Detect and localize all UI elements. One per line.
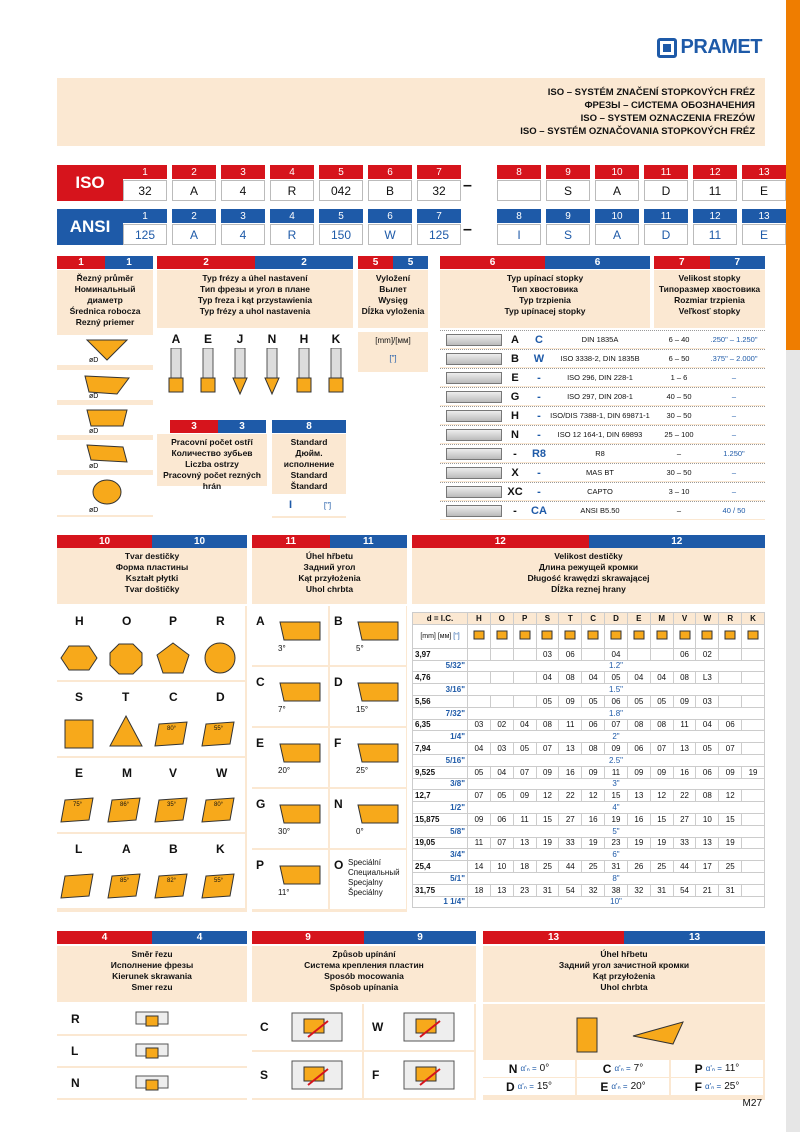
clearance-O: O Speciální Специальный Specjalny Špeciálny: [330, 850, 406, 909]
size-shape-O-icon: [495, 630, 509, 640]
size-shape-D-icon: [609, 630, 623, 640]
section-10-title: Tvar destičky Форма пластины Kształt płytki Tvar doštičky: [57, 548, 247, 604]
size-mm-row: 15,875 09 06 11 15 27 16 19 16 15 27 10 15: [413, 813, 765, 825]
section-1-diagrams: [57, 332, 153, 517]
cutter-type-J: J: [225, 332, 255, 408]
cutter-type-A: A: [161, 332, 191, 408]
wiper-F: F α'ₙ = 25°: [671, 1078, 763, 1095]
clearance-angles: [252, 606, 407, 912]
ansi-pos-13: 13: [742, 209, 786, 223]
size-inch-row: 1 1/4" 10": [413, 896, 765, 908]
wiper-P: P α'ₙ = 11°: [671, 1060, 763, 1077]
shank-types-table: [440, 330, 765, 520]
clearance-D: D 15°: [330, 667, 406, 726]
cutter-types: [157, 332, 353, 408]
iso-value-6: B: [368, 180, 412, 201]
ansi-value-9: S: [546, 224, 590, 245]
cutter-shape-icon: [321, 348, 351, 404]
size-shape-W-icon: [700, 630, 714, 640]
standard-inch-unit: ["]: [323, 500, 332, 510]
iso-value-8: [497, 180, 541, 201]
title-cz: ISO – SYSTÉM ZNAČENÍ STOPKOVÝCH FRÉZ: [547, 87, 755, 98]
shank-row: X - MAS BT 30 – 50 –: [440, 463, 765, 481]
insert-shape-R: R: [198, 606, 245, 680]
direction-icon: [132, 1038, 172, 1064]
shank-icon: [446, 448, 502, 460]
ansi-value-7: 125: [417, 224, 461, 245]
insert-shape-K: K 55°: [198, 834, 245, 908]
section-9-header: 9 9: [252, 931, 476, 944]
page-number: M27: [742, 1098, 762, 1109]
cutter-shape-icon: [225, 348, 255, 404]
insert-L-icon: [59, 854, 103, 906]
insert-shape-L: L: [57, 834, 104, 908]
iso-pos-7: 7: [417, 165, 461, 179]
ansi-pos-2: 2: [172, 209, 216, 223]
wiper-clearance: [483, 1004, 765, 1100]
section-12-header: 12 12: [412, 535, 765, 548]
logo-mark-icon: [657, 38, 677, 58]
section-3-title: Pracovní počet ostří Количество зубьев Liczba ostrzy Pracovný počet rezných hrán: [157, 434, 267, 486]
direction-R: R: [57, 1004, 247, 1034]
size-inch-row: 5/1" 8": [413, 872, 765, 884]
cutter-type-E: E: [193, 332, 223, 408]
insert-shape-H: H: [57, 606, 104, 680]
edge-tab-orange: [786, 0, 800, 350]
iso-value-12: 11: [693, 180, 737, 201]
section-2-title: Typ frézy a úhel nastavení Тип фрезы и угол в плане Typ freza i kąt przystawienia Typ frézy a uhol nastavenia: [157, 270, 353, 328]
insert-T-icon: [106, 702, 150, 754]
direction-icon: [132, 1070, 172, 1096]
section-7-header: 7 7: [654, 256, 765, 269]
ansi-value-11: D: [644, 224, 688, 245]
pramet-logo: PRAMET: [657, 36, 762, 59]
ansi-pos-1: 1: [123, 209, 167, 223]
insert-H-icon: [59, 626, 103, 678]
svg-text:øD: øD: [89, 357, 99, 364]
section-6-title: Typ upínací stopky Тип хвостовика Typ trzpienia Typ upínacej stopky: [440, 270, 650, 328]
insert-shapes: [57, 606, 247, 912]
section-1-header: 1 1: [57, 256, 153, 269]
insert-size-table: d = I.C. H O P S T C D E M V W R K [mm] [мм] ["] 3,97 03 06 04 06 02 5/32" 1.2" 4,76 04 08 04 05 04 04 08 L3 3/16" 1.5" 5,56 05 09 05 06 05 05 09 03 7/32" 1.8" 6,35 03 02 04 08 11 06 07 08 08 11 04 06 1/4" 2" 7,94 04 03 05 07 13 08 09 06 07 13 05 07 5/16" 2.5" 9,525 05 04 07 09 16 09 11 09 09 16 06 09 19 3/8" 3" 12,7 07 05 09 12 22 12 15 13 12 22 08 12 1/2" 4" 15,875 09 06 11 15 27 16 19 16 15 27 10 15 5/8" 5" 19,05 11 07 13 19 33 19 23 19 19 33 13 19 3/4" 6" 25,4 14 10 18 25 44 25 31 26 25 44 17 25 5/1" 8" 31,75 18 13 23 31 54 32 38 32 31 54 21 31 1 1/4" 10": [412, 612, 765, 917]
ansi-value-5: 150: [319, 224, 363, 245]
standard-inch-value: I: [288, 499, 293, 511]
insert-shape-W: W 80°: [198, 758, 245, 832]
section-10-header: 10 10: [57, 535, 247, 548]
insert-shape-B: B 82°: [151, 834, 198, 908]
iso-pos-6: 6: [368, 165, 412, 179]
ansi-pos-8: 8: [497, 209, 541, 223]
shank-icon: [446, 467, 502, 479]
clearance-N: N 0°: [330, 789, 406, 848]
direction-L: L: [57, 1036, 247, 1066]
shank-row: A C DIN 1835A 6 – 40 .250" – 1.250": [440, 330, 765, 348]
section-6-header: 6 6: [440, 256, 650, 269]
iso-pos-8: 8: [497, 165, 541, 179]
wiper-E: E α'ₙ = 20°: [577, 1078, 669, 1095]
ansi-label: ANSI: [57, 209, 123, 245]
iso-value-2: A: [172, 180, 216, 201]
size-mm-row: 6,35 03 02 04 08 11 06 07 08 08 11 04 06: [413, 719, 765, 731]
section-11-header: 11 11: [252, 535, 407, 548]
shank-icon: [446, 486, 502, 498]
section-13-title: Úhel hřbetu Задний угол зачистной кромки Kąt przyłożenia Uhol chrbta: [483, 946, 765, 1002]
ansi-pos-7: 7: [417, 209, 461, 223]
ansi-separator: –: [463, 221, 472, 238]
size-mm-row: 12,7 07 05 09 12 22 12 15 13 12 22 08 12: [413, 790, 765, 802]
title-box: [57, 78, 765, 146]
section-5-title: Vyložení Вылет Wysięg Dĺžka vyloženia: [358, 270, 428, 328]
ansi-pos-3: 3: [221, 209, 265, 223]
section-7-title: Velikost stopky Типоразмер хвостовика Rozmiar trzpienia Veľkosť stopky: [654, 270, 765, 328]
size-inch-row: 5/32" 1.2": [413, 660, 765, 672]
size-inch-row: 7/32" 1.8": [413, 707, 765, 719]
section-8-block: Standard Дюйм. исполнение Standard Štandard I ["]: [272, 434, 346, 518]
svg-text:øD: øD: [89, 463, 99, 470]
shank-icon: [446, 410, 502, 422]
size-shape-K-icon: [746, 630, 760, 640]
iso-value-10: A: [595, 180, 639, 201]
unit-inch: ["]: [389, 354, 397, 363]
insert-shape-T: T: [104, 682, 151, 756]
section-5-header: 5 5: [358, 256, 428, 269]
shank-icon: [446, 353, 502, 365]
ansi-pos-9: 9: [546, 209, 590, 223]
cutter-diameter-diagram: [57, 332, 153, 517]
direction-N: N: [57, 1068, 247, 1098]
clearance-C: C 7°: [252, 667, 328, 726]
ansi-value-3: 4: [221, 224, 265, 245]
ansi-pos-12: 12: [693, 209, 737, 223]
ansi-value-6: W: [368, 224, 412, 245]
ansi-pos-6: 6: [368, 209, 412, 223]
ansi-value-2: A: [172, 224, 216, 245]
clamp-C: C: [252, 1004, 362, 1050]
clearance-E: E 20°: [252, 728, 328, 787]
insert-P-icon: [153, 626, 197, 678]
size-inch-row: 3/4" 6": [413, 849, 765, 861]
clamp-S: S: [252, 1052, 362, 1098]
size-inch-row: 1/2" 4": [413, 802, 765, 814]
size-mm-row: 4,76 04 08 04 05 04 04 08 L3: [413, 672, 765, 684]
cutter-shape-icon: [289, 348, 319, 404]
cutter-type-N: N: [257, 332, 287, 408]
shank-icon: [446, 505, 502, 517]
insert-shape-C: C 80°: [151, 682, 198, 756]
cutter-type-H: H: [289, 332, 319, 408]
ansi-pos-11: 11: [644, 209, 688, 223]
clearance-G: G 30°: [252, 789, 328, 848]
iso-value-11: D: [644, 180, 688, 201]
size-inch-row: 3/16" 1.5": [413, 684, 765, 696]
insert-shape-O: O: [104, 606, 151, 680]
insert-shape-P: P: [151, 606, 198, 680]
iso-pos-11: 11: [644, 165, 688, 179]
size-shape-M-icon: [655, 630, 669, 640]
cutter-shape-icon: [193, 348, 223, 404]
insert-shape-V: V 35°: [151, 758, 198, 832]
title-pl: ISO – SYSTEM OZNACZENIA FREZÓW: [580, 113, 755, 124]
size-inch-row: 1/4" 2": [413, 731, 765, 743]
ansi-value-4: R: [270, 224, 314, 245]
clamp-icon: [288, 1055, 348, 1095]
iso-pos-12: 12: [693, 165, 737, 179]
size-mm-row: 31,75 18 13 23 31 54 32 38 32 31 54 21 31: [413, 884, 765, 896]
iso-value-3: 4: [221, 180, 265, 201]
unit-mm: [mm]/[мм]: [375, 336, 411, 345]
ansi-pos-5: 5: [319, 209, 363, 223]
clearance-B: B 5°: [330, 606, 406, 665]
insert-R-icon: [200, 626, 244, 678]
iso-value-4: R: [270, 180, 314, 201]
shank-row: B W ISO 3338-2, DIN 1835B 6 – 50 .375" – 2.000": [440, 349, 765, 367]
size-inch-row: 3/8" 3": [413, 778, 765, 790]
ansi-value-1: 125: [123, 224, 167, 245]
size-mm-row: 7,94 04 03 05 07 13 08 09 06 07 13 05 07: [413, 743, 765, 755]
insert-shape-D: D 55°: [198, 682, 245, 756]
edge-tab-grey: [786, 350, 800, 1132]
iso-pos-1: 1: [123, 165, 167, 179]
size-inch-row: 5/8" 5": [413, 825, 765, 837]
insert-O-icon: [106, 626, 150, 678]
insert-shape-E: E 75°: [57, 758, 104, 832]
section-12-title: Velikost destičky Длина режущей кромки Długość krawędzi skrawającej Dĺžka reznej hrany: [412, 548, 765, 604]
section-2-header: 2 2: [157, 256, 353, 269]
wiper-N: N α'ₙ = 0°: [483, 1060, 575, 1077]
cutter-type-K: K: [321, 332, 351, 408]
title-ru: ФРЕЗЫ – СИСТЕМА ОБОЗНАЧЕНИЯ: [584, 100, 755, 111]
ansi-value-8: I: [497, 224, 541, 245]
section-13-header: 13 13: [483, 931, 765, 944]
size-mm-row: 9,525 05 04 07 09 16 09 11 09 09 16 06 09 19: [413, 766, 765, 778]
clamp-W: W: [364, 1004, 474, 1050]
size-shape-P-icon: [518, 630, 532, 640]
clearance-P: P 11°: [252, 850, 328, 909]
insert-S-icon: [59, 702, 103, 754]
section-5-units: [358, 332, 428, 372]
cutting-direction: [57, 1004, 247, 1100]
direction-icon: [132, 1006, 172, 1032]
iso-value-1: 32: [123, 180, 167, 201]
size-mm-row: 25,4 14 10 18 25 44 25 31 26 25 44 17 25: [413, 861, 765, 873]
section-8-header: 8: [272, 420, 346, 433]
title-sk: ISO – SYSTÉM OZNAČOVANIA STOPKOVÝCH FRÉZ: [520, 126, 755, 137]
clearance-F: F 25°: [330, 728, 406, 787]
section-3-header: 3 3: [170, 420, 266, 433]
iso-pos-9: 9: [546, 165, 590, 179]
wiper-C: C α'ₙ = 7°: [577, 1060, 669, 1077]
section-1-title: Řezný průměr Номинальный диаметр Średnica robocza Rezný priemer: [57, 270, 153, 332]
iso-label: ISO: [57, 165, 123, 201]
shank-row: - R8 R8 – 1.250": [440, 444, 765, 462]
section-4-header: 4 4: [57, 931, 247, 944]
shank-icon: [446, 391, 502, 403]
shank-icon: [446, 429, 502, 441]
wiper-D: D α'ₙ = 15°: [483, 1078, 575, 1095]
insert-shape-S: S: [57, 682, 104, 756]
shank-row: E - ISO 296, DIN 228-1 1 – 6 –: [440, 368, 765, 386]
shank-row: H - ISO/DIS 7388-1, DIN 69871-1 30 – 50 –: [440, 406, 765, 424]
svg-text:øD: øD: [89, 507, 99, 514]
shank-row: - CA ANSI B5.50 – 40 / 50: [440, 501, 765, 519]
shank-row: N - ISO 12 164-1, DIN 69893 25 – 100 –: [440, 425, 765, 443]
iso-value-5: 042: [319, 180, 363, 201]
shank-row: G - ISO 297, DIN 208-1 40 – 50 –: [440, 387, 765, 405]
shank-icon: [446, 372, 502, 384]
iso-pos-4: 4: [270, 165, 314, 179]
size-mm-row: 3,97 03 06 04 06 02: [413, 648, 765, 660]
size-shape-S-icon: [540, 630, 554, 640]
section-9-title: Způsob upínání Система крепления пластин Sposób mocowania Spôsob upínania: [252, 946, 476, 1002]
size-mm-row: 19,05 11 07 13 19 33 19 23 19 19 33 13 19: [413, 837, 765, 849]
clearance-A: A 3°: [252, 606, 328, 665]
ansi-value-12: 11: [693, 224, 737, 245]
size-mm-row: 5,56 05 09 05 06 05 05 09 03: [413, 695, 765, 707]
ansi-value-10: A: [595, 224, 639, 245]
size-shape-V-icon: [678, 630, 692, 640]
iso-value-13: E: [742, 180, 786, 201]
clamp-icon: [400, 1055, 460, 1095]
size-inch-row: 5/16" 2.5": [413, 754, 765, 766]
iso-value-9: S: [546, 180, 590, 201]
shank-row: XC - CAPTO 3 – 10 –: [440, 482, 765, 500]
size-shape-C-icon: [586, 630, 600, 640]
ansi-pos-10: 10: [595, 209, 639, 223]
iso-pos-13: 13: [742, 165, 786, 179]
insert-shape-A: A 85°: [104, 834, 151, 908]
clamp-F: F: [364, 1052, 474, 1098]
iso-value-7: 32: [417, 180, 461, 201]
insert-shape-M: M 86°: [104, 758, 151, 832]
section-4-title: Směr řezu Исполнение фрезы Kierunek skrawania Smer rezu: [57, 946, 247, 1002]
size-shape-H-icon: [472, 630, 486, 640]
iso-separator: –: [463, 177, 472, 194]
cutter-shape-icon: [161, 348, 191, 404]
iso-pos-10: 10: [595, 165, 639, 179]
clamp-icon: [288, 1007, 348, 1047]
iso-pos-2: 2: [172, 165, 216, 179]
section-11-title: Úhel hřbetu Задний угол Kąt przyłożenia Uhol chrbta: [252, 548, 407, 604]
svg-text:øD: øD: [89, 393, 99, 400]
size-shape-R-icon: [723, 630, 737, 640]
cutter-shape-icon: [257, 348, 287, 404]
shank-icon: [446, 334, 502, 346]
clamp-icon: [400, 1007, 460, 1047]
svg-text:øD: øD: [89, 428, 99, 435]
wiper-angle-icon: [573, 1008, 693, 1058]
ansi-value-13: E: [742, 224, 786, 245]
iso-pos-3: 3: [221, 165, 265, 179]
size-shape-T-icon: [563, 630, 577, 640]
size-shape-E-icon: [632, 630, 646, 640]
clamping-system: [252, 1004, 476, 1100]
iso-pos-5: 5: [319, 165, 363, 179]
ansi-pos-4: 4: [270, 209, 314, 223]
